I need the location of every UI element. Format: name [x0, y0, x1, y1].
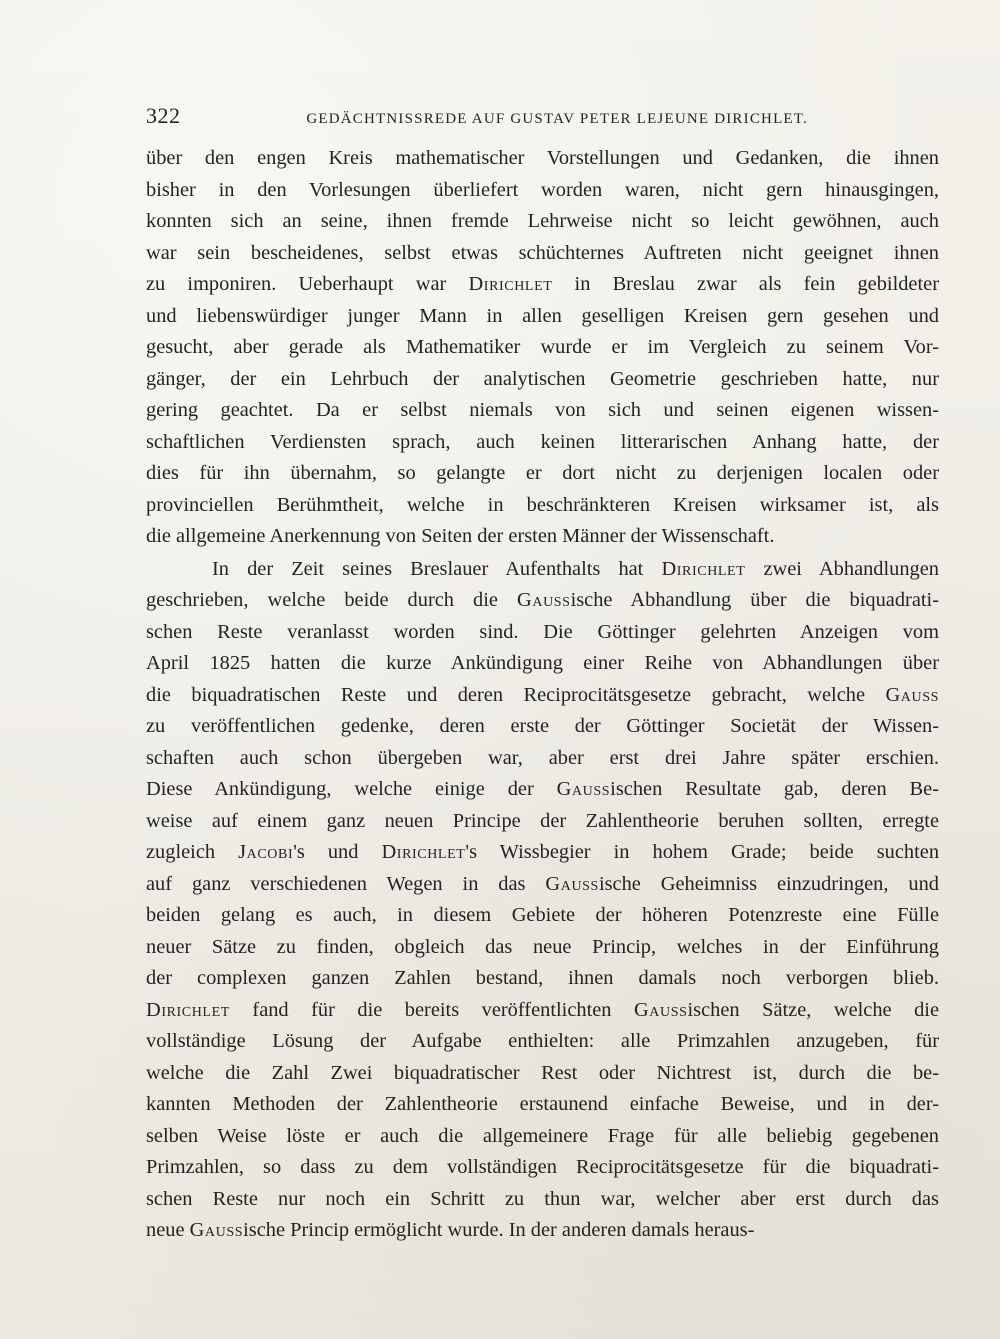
paragraph — [146, 143, 939, 553]
text-line: schaftlichen Verdiensten sprach, auch keinen litterarischen Anhang hatte, der — [146, 430, 939, 453]
text-line: kannten Methoden der Zahlentheorie erstaunend einfache Beweise, und in der- — [146, 1093, 939, 1115]
text-line: vollständige Lösung der Aufgabe enthielten: alle Primzahlen anzugeben, für — [146, 1030, 939, 1052]
text-line: gering geachtet. Da er selbst niemals von sich und seinen eigenen wissen- — [146, 399, 939, 421]
page-number: 322 — [146, 103, 181, 128]
running-title: GEDÄCHTNISSREDE AUF GUSTAV PETER LEJEUNE DIRICHLET. — [306, 111, 808, 127]
paragraph — [146, 554, 939, 1247]
text-line: neuer Sätze zu finden, obgleich das neue Princip, welches in der Einführung — [146, 935, 939, 958]
text-line: geschrieben, welche beide durch die Gaussische Abhandlung über die biquadrati- — [146, 589, 939, 611]
text-line: und liebenswürdiger junger Mann in allen geselligen Kreisen gern gesehen und — [146, 304, 939, 327]
text-line: welche die Zahl Zwei biquadratischer Rest oder Nichtrest ist, durch die be- — [146, 1061, 939, 1084]
text-line: die biquadratischen Reste und deren Reciprocitätsgesetze gebracht, welche Gauss — [146, 683, 939, 706]
text-line: dies für ihn übernahm, so gelangte er dort nicht zu derjenigen localen oder — [146, 462, 939, 484]
text-line: In der Zeit seines Breslauer Aufenthalts hat Dirichlet zwei Abhandlungen — [212, 557, 940, 580]
text-line: beiden gelang es auch, in diesem Gebiete der höheren Potenzreste eine Fülle — [146, 904, 939, 926]
text-line: schen Reste veranlasst worden sind. Die Göttinger gelehrten Anzeigen vom — [146, 620, 939, 643]
text-line: war sein bescheidenes, selbst etwas schüchternes Auftreten nicht geeignet ihnen — [146, 241, 939, 264]
running-header — [146, 103, 808, 129]
text-line: über den engen Kreis mathematischer Vorstellungen und Gedanken, die ihnen — [146, 147, 939, 169]
text-line: provinciellen Berühmtheit, welche in beschränkteren Kreisen wirksamer ist, als — [146, 493, 939, 516]
text-line: gänger, der ein Lehrbuch der analytischen Geometrie geschrieben hatte, nur — [146, 367, 939, 390]
text-line: Dirichlet fand für die bereits veröffentlichten Gaussischen Sätze, welche die — [146, 998, 939, 1021]
text-line: schen Reste nur noch ein Schritt zu thun war, welcher aber erst durch das — [146, 1187, 939, 1210]
text-line: Primzahlen, so dass zu dem vollständigen Reciprocitätsgesetze für die biquadrati- — [146, 1156, 939, 1178]
text-line: zu veröffentlichen gedenke, deren erste der Göttinger Societät der Wissen- — [146, 715, 939, 737]
text-line: selben Weise löste er auch die allgemeinere Frage für alle beliebig gegebenen — [146, 1124, 939, 1147]
text-line: die allgemeine Anerkennung von Seiten der ersten Männer der Wissenschaft. — [146, 525, 775, 547]
text-line: auf ganz verschiedenen Wegen in das Gaussische Geheimniss einzudringen, und — [146, 872, 939, 895]
text-line: April 1825 hatten die kurze Ankündigung einer Reihe von Abhandlungen über — [146, 652, 939, 674]
text-line: neue Gaussische Princip ermöglicht wurde. In der anderen damals heraus- — [146, 1219, 755, 1241]
text-line: der complexen ganzen Zahlen bestand, ihnen damals noch verborgen blieb. — [146, 967, 939, 989]
text-line: gesucht, aber gerade als Mathematiker wurde er im Vergleich zu seinem Vor- — [146, 336, 939, 358]
body-text — [146, 143, 939, 1247]
text-line: zugleich Jacobi's und Dirichlet's Wissbegier in hohem Grade; beide suchten — [146, 841, 940, 863]
text-line: schaften auch schon übergeben war, aber erst drei Jahre später erschien. — [146, 746, 939, 769]
text-line: Diese Ankündigung, welche einige der Gaussischen Resultate gab, deren Be- — [146, 778, 939, 800]
text-line: konnten sich an seine, ihnen fremde Lehrweise nicht so leicht gewöhnen, auch — [146, 210, 939, 232]
text-line: zu imponiren. Ueberhaupt war Dirichlet in Breslau zwar als fein gebildeter — [146, 273, 939, 295]
paragraph-container — [146, 143, 939, 1247]
text-line: bisher in den Vorlesungen überliefert worden waren, nicht gern hinausgingen, — [146, 178, 939, 201]
text-line: weise auf einem ganz neuen Principe der Zahlentheorie beruhen sollten, erregte — [146, 809, 939, 832]
